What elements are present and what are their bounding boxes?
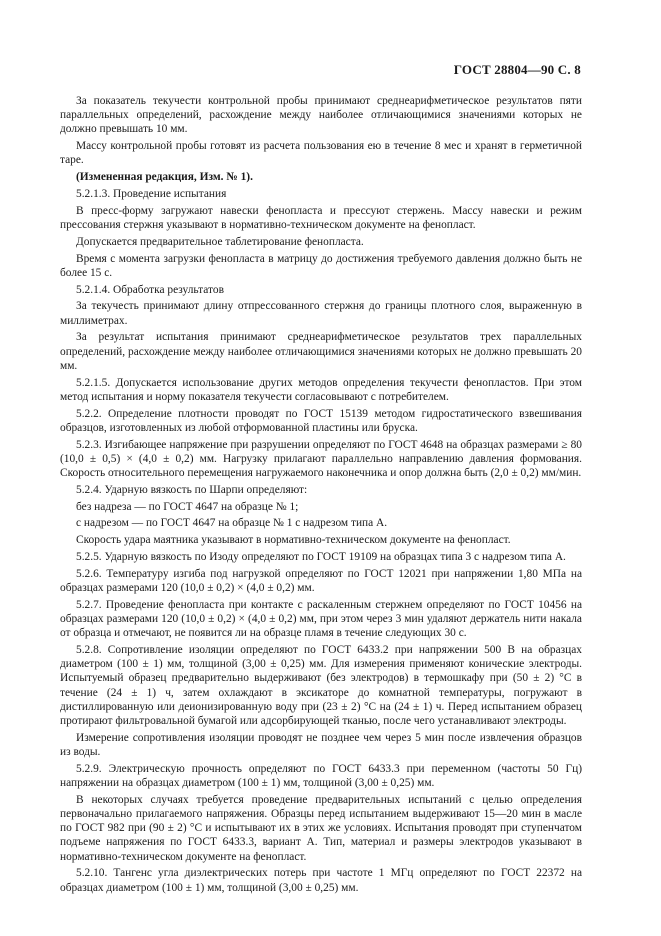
paragraph: Скорость удара маятника указывают в нормативно-техническом документе на фенопласт. [76,534,511,547]
paragraph: Время с момента загрузки фенопласта в матрицу до достижения требуемого давления должно быть не более 15 с. [60,252,582,279]
paragraph: 5.2.9. Электрическую прочность определяют по ГОСТ 6433.3 при переменном (частоты 50 Гц) напряжении на образцах диаметром (100 ± 1) мм, толщиной (3,00 ± 0,25) мм. [60,762,582,789]
paragraph: 5.2.6. Температуру изгиба под нагрузкой определяют по ГОСТ 12021 при напряжении 1,80 МПа на образцах размерами 120 (10,0 ± 0,2) × (4,0 ± 0,2) мм. [60,567,582,594]
paragraph: 5.2.1.3. Проведение испытания [76,188,227,200]
paragraph: Измерение сопротивления изоляции проводят не позднее чем через 5 мин после извлечения образцов из воды. [60,731,582,758]
paragraph: 5.2.8. Сопротивление изоляции определяют по ГОСТ 6433.2 при напряжении 500 В на образцах диаметром (100 ± 1) мм, толщиной (3,00 ± 0,25) мм. Для измерения применяют конические электроды. Испытуемый образец предварительно выдерживают (без электродов) в термошкафу при (50 ± 2) °С в течение (24 ± 1) ч, затем охлаждают в эксикаторе до комнатной температуры, погружают в дистиллированную или деионизированную воду при (23 ± 2) °С на (24 ± 1) ч. Перед испытанием образец протирают фильтровальной бумагой или адсорбирующей тканью, после чего устанавливают электроды. [60,643,582,727]
paragraph: 5.2.1.4. Обработка результатов [76,283,224,296]
paragraph: За текучесть принимают длину отпрессованного стержня до границы плотного слоя, выраженную в миллиметрах. [60,300,582,327]
paragraph: В некоторых случаях требуется проведение предварительных испытаний с целью определения первоначально прилагаемого напряжения. Образцы перед испытанием выдерживают 15—20 мин в масле по ГОСТ 982 при (90 ± 2) °С и испытывают их в этих же условиях. Испытания проводят при ступенчатом подъеме напряжения по ГОСТ 6433.3, вариант А. Тип, материал и размеры электродов указывают в нормативно-техническом документе на фенопласт. [60,793,582,863]
paragraph: с надрезом — по ГОСТ 4647 на образце № 1 с надрезом типа А. [76,517,388,530]
paragraph: За результат испытания принимают среднеарифметическое результатов трех параллельных определений, расхождение между наиболее отличающимися значениями которых не должно превышать 20 мм. [60,331,582,372]
paragraph: За показатель текучести контрольной пробы принимают среднеарифметическое результатов пяти параллельных определений, расхождение между наиболее отличающимися значениями которых не должно превышать 10 мм. [60,95,582,136]
paragraph: без надреза — по ГОСТ 4647 на образце № 1; [76,500,299,513]
paragraph: 5.2.4. Ударную вязкость по Шарпи определяют: [76,483,308,496]
paragraph: 5.2.10. Тангенс угла диэлектрических потерь при частоте 1 МГц определяют по ГОСТ 22372 на образцах диаметром (100 ± 1) мм, толщиной (3,00 ± 0,25) мм. [60,867,582,894]
paragraph: (Измененная редакция, Изм. № 1). [76,171,253,184]
paragraph: Массу контрольной пробы готовят из расчета пользования ею в течение 8 мес и хранят в герметичной таре. [60,140,582,167]
document-body [60,94,582,897]
paragraph: В пресс-форму загружают навески фенопласта и прессуют стержень. Массу навески и режим прессования стержня указывают в нормативно-техническом документе на фенопласт. [60,204,582,231]
page-header: ГОСТ 28804—90 С. 8 [453,62,581,77]
paragraph: 5.2.2. Определение плотности проводят по ГОСТ 15139 методом гидростатического взвешивания образцов, изготовленных из любой отформованной пластины или бруска. [60,407,582,434]
paragraph: 5.2.7. Проведение фенопласта при контакте с раскаленным стержнем определяют по ГОСТ 10456 на образцах размерами 120 (10,0 ± 0,2) × (4,0 ± 0,2) мм, при этом через 3 мин удаляют держатель нити накала от образца и отмечают, не появится ли на образце пламя в течение следующих 30 с. [60,598,582,640]
paragraph: 5.2.1.5. Допускается использование других методов определения текучести фенопластов. При этом метод испытания и норму показателя текучести согласовывают с потребителем. [60,376,582,403]
paragraph: 5.2.3. Изгибающее напряжение при разрушении определяют по ГОСТ 4648 на образцах размерами ≥ 80 (10,0 ± 0,5) × (4,0 ± 0,2) мм. Нагрузку прилагают параллельно направлению давления формования. Скорость относительного перемещения нагружаемого наконечника и опор должна быть (2,0 ± 0,2) мм/мин. [60,438,582,479]
paragraph: Допускается предварительное таблетирование фенопласта. [76,235,364,248]
paragraph: 5.2.5. Ударную вязкость по Изоду определяют по ГОСТ 19109 на образцах типа 3 с надрезом типа А. [76,550,566,563]
